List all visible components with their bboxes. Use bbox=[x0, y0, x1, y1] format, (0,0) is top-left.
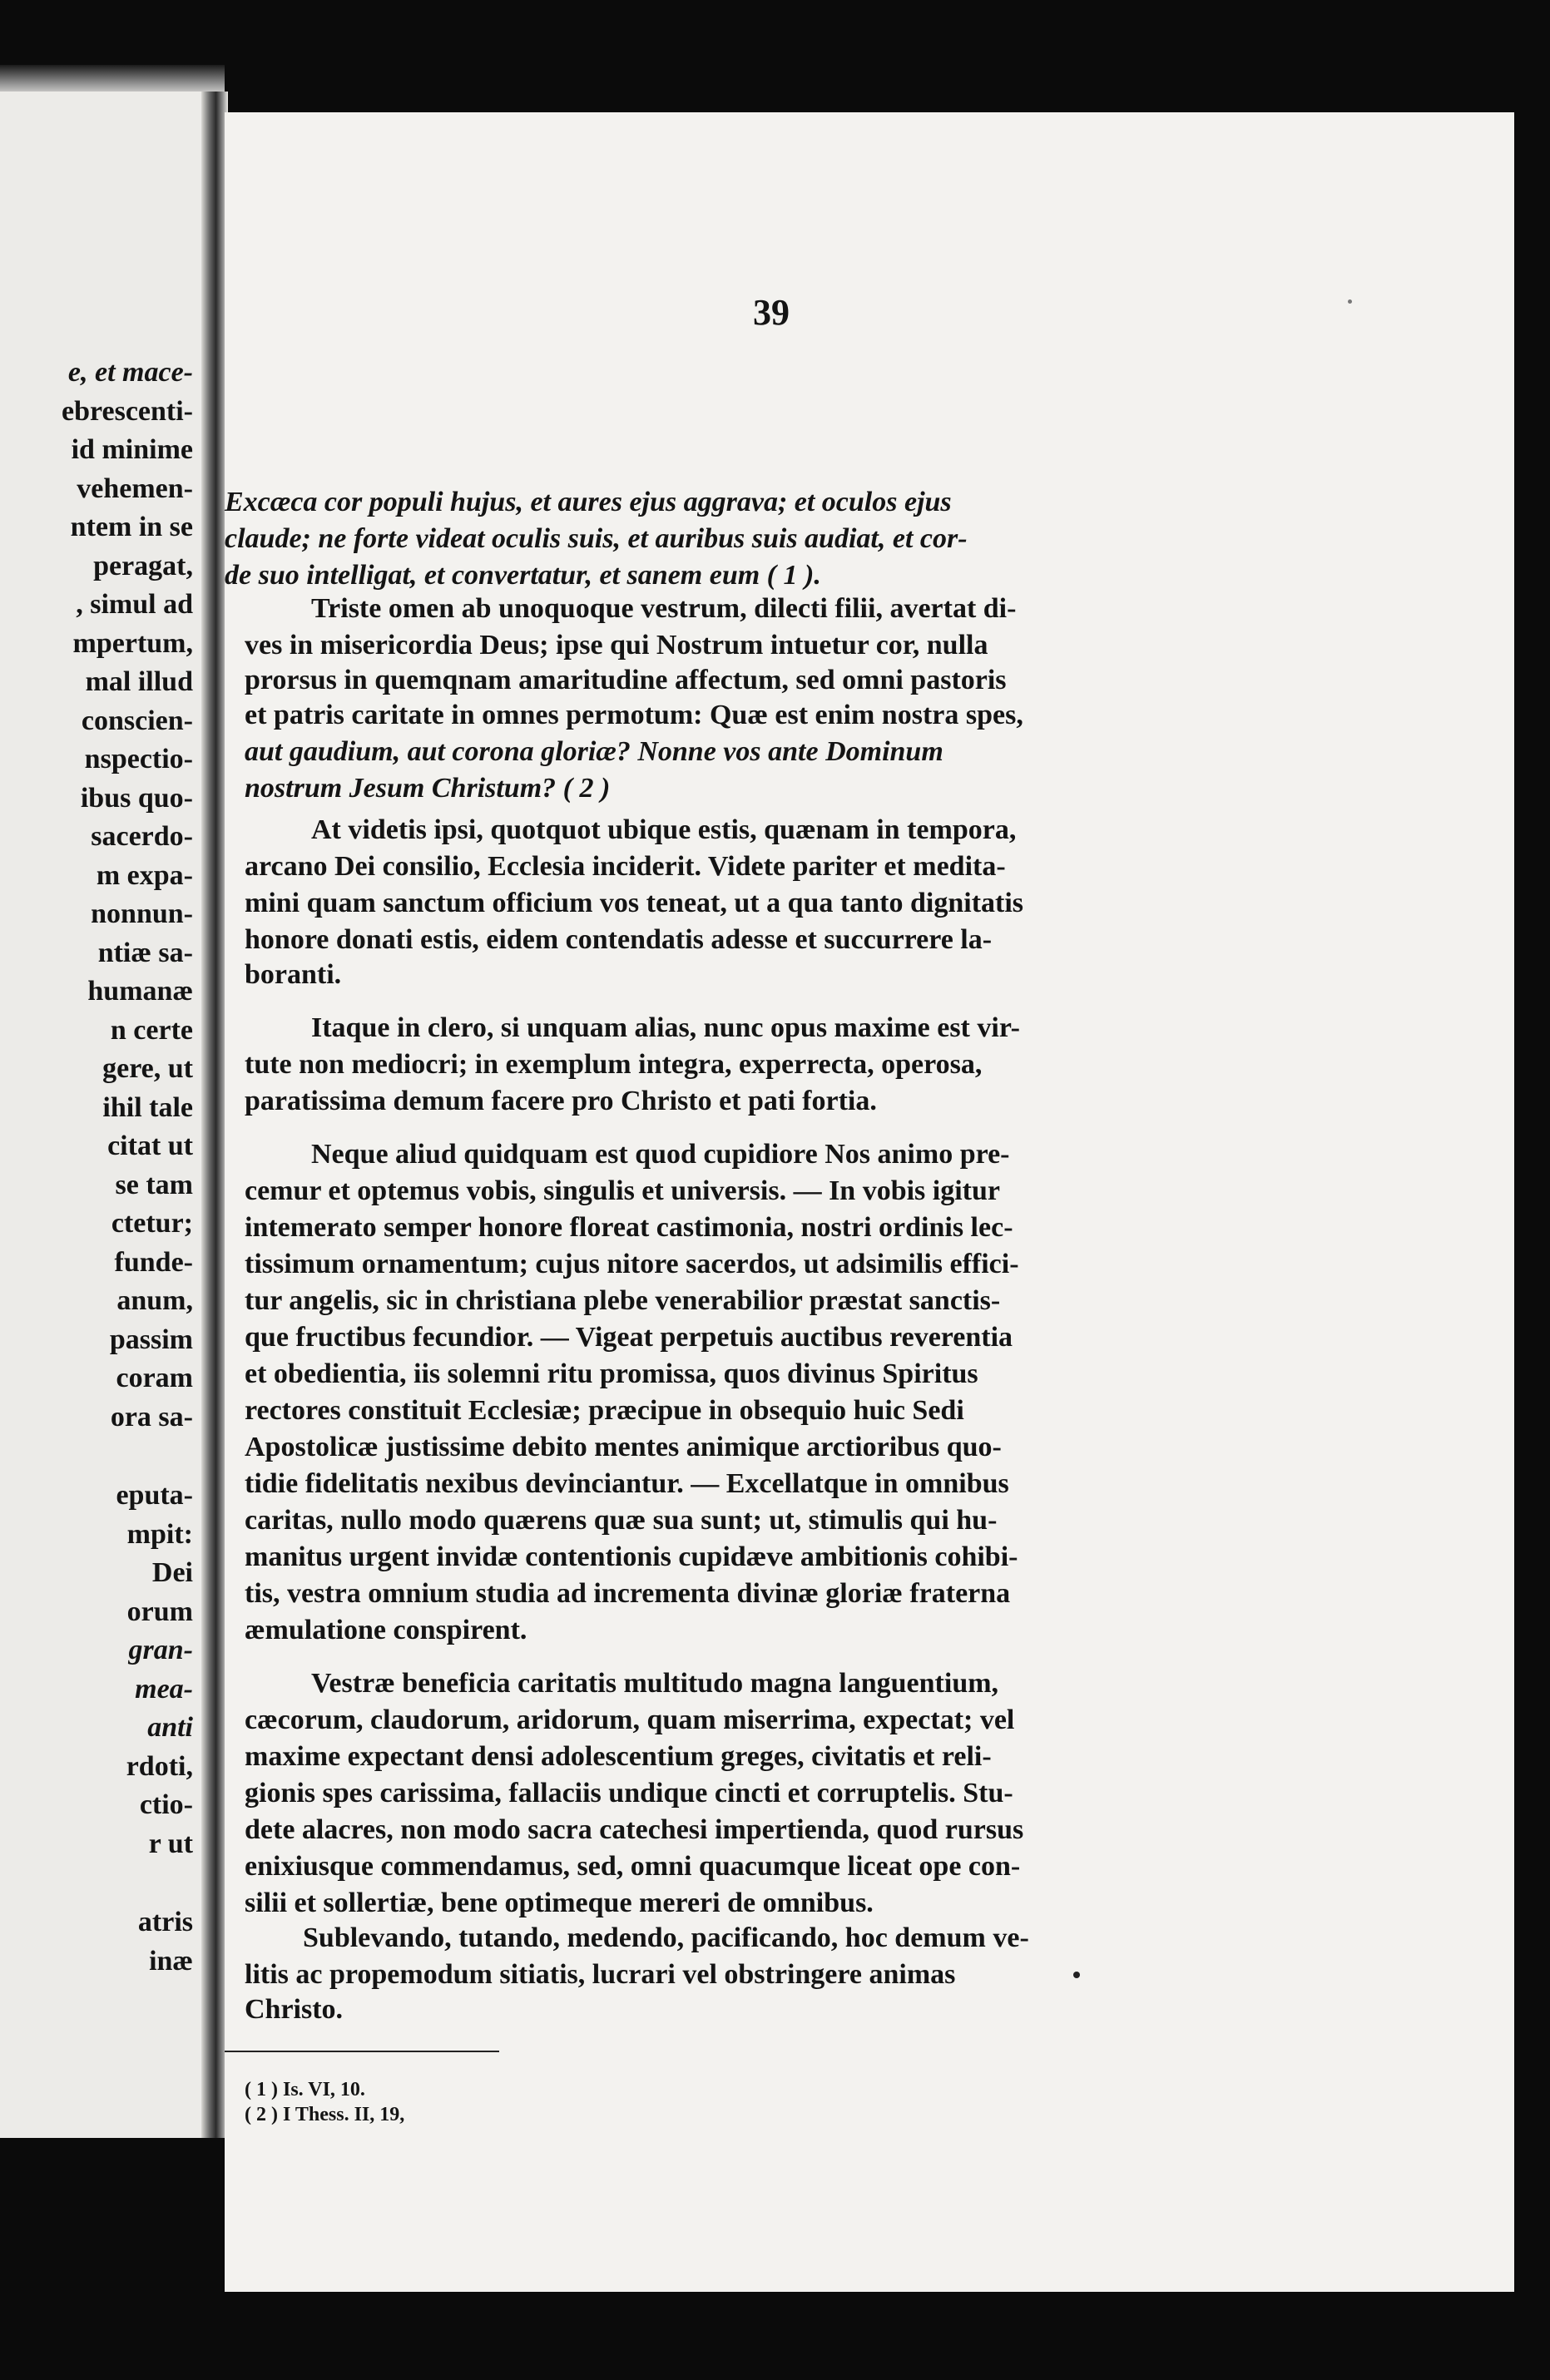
text-line: boranti. bbox=[245, 959, 342, 990]
text-line: Sublevando, tutando, medendo, pacificando, hoc demum ve- bbox=[303, 1922, 1029, 1953]
left-line: coram bbox=[116, 1363, 193, 1393]
text-line: gionis spes carissima, fallaciis undique cincti et corruptelis. Stu- bbox=[245, 1778, 1013, 1809]
text-line: silii et sollertiæ, bene optimeque mereri de omnibus. bbox=[245, 1888, 874, 1918]
left-line: nonnun- bbox=[91, 898, 193, 929]
left-page-fragment bbox=[0, 92, 208, 2138]
left-line: ntem in se bbox=[70, 512, 193, 542]
text-line: tidie fidelitatis nexibus devinciantur. — Excellatque in omnibus bbox=[245, 1468, 1009, 1499]
left-line: ora sa- bbox=[110, 1401, 193, 1432]
text-line: tissimum ornamentum; cujus nitore sacerdos, ut adsimilis effici- bbox=[245, 1249, 1019, 1279]
text-line: æmulatione conspirent. bbox=[245, 1615, 527, 1645]
text-line: enixiusque commendamus, sed, omni quacumque liceat ope con- bbox=[245, 1851, 1021, 1882]
left-line: , simul ad bbox=[76, 589, 193, 620]
left-line: r ut bbox=[148, 1828, 193, 1859]
left-line: humanæ bbox=[87, 976, 193, 1007]
left-line: mpertum, bbox=[72, 627, 193, 659]
left-line: id minime bbox=[71, 434, 193, 465]
footnotes bbox=[225, 2077, 404, 2127]
text-line: prorsus in quemqnam amaritudine affectum, sed omni pastoris bbox=[245, 665, 1007, 695]
text-line: mini quam sanctum officium vos teneat, ut a qua tanto dignitatis bbox=[245, 888, 1024, 918]
footnote: ( 2 ) I Thess. II, 19, bbox=[245, 2104, 405, 2125]
text-line: rectores constituit Ecclesiæ; præcipue in obsequio huic Sedi bbox=[245, 1395, 964, 1426]
text-line: Christo. bbox=[245, 1994, 344, 2025]
text-line: dete alacres, non modo sacra catechesi impertienda, quod rursus bbox=[245, 1814, 1024, 1845]
text-line: ves in misericordia Deus; ipse qui Nostrum intuetur cor, nulla bbox=[245, 630, 988, 661]
left-line: atris bbox=[137, 1907, 193, 1937]
text-line: et obedientia, iis solemni ritu promissa, quos divinus Spiritus bbox=[245, 1358, 978, 1389]
left-line: orum bbox=[126, 1596, 193, 1627]
speck-mark bbox=[1348, 299, 1352, 304]
left-line: se tam bbox=[115, 1169, 193, 1200]
left-line: ctio- bbox=[139, 1789, 193, 1820]
left-line: mpit: bbox=[126, 1518, 193, 1550]
text-line: claude; ne forte videat oculis suis, et auribus suis audiat, et cor- bbox=[225, 523, 968, 554]
left-line: anti bbox=[147, 1712, 193, 1743]
book-page bbox=[225, 112, 1514, 2292]
text-line: Itaque in clero, si unquam alias, nunc opus maxime est vir- bbox=[311, 1012, 1020, 1043]
text-line: paratissima demum facere pro Christo et pati fortia. bbox=[245, 1086, 877, 1116]
left-line: mal illud bbox=[85, 666, 193, 697]
text-line: cæcorum, claudorum, aridorum, quam miserrima, expectat; vel bbox=[245, 1705, 1015, 1735]
text-line: Apostolicæ justissime debito mentes animique arctioribus quo- bbox=[245, 1432, 1002, 1462]
left-line: ctetur; bbox=[111, 1208, 193, 1239]
text-line: tute non mediocri; in exemplum integra, experrecta, operosa, bbox=[245, 1049, 983, 1080]
left-line: rdoti, bbox=[126, 1750, 193, 1782]
left-line: ihil tale bbox=[102, 1091, 193, 1123]
text-line: manitus urgent invidæ contentionis cupidæve ambitionis cohibi- bbox=[245, 1541, 1018, 1572]
text-line: de suo intelligat, et convertatur, et sanem eum ( 1 ). bbox=[225, 560, 821, 591]
text-line: tis, vestra omnium studia ad incrementa divinæ gloriæ fraterna bbox=[245, 1578, 1011, 1609]
text-line: aut gaudium, aut corona gloriæ? Nonne vos ante Dominum bbox=[245, 736, 943, 767]
text-line: que fructibus fecundior. — Vigeat perpetuis auctibus reverentia bbox=[245, 1322, 1013, 1353]
left-page-lines bbox=[62, 354, 193, 1981]
text-line: et patris caritate in omnes permotum: Quæ est enim nostra spes, bbox=[245, 700, 1023, 730]
left-line: m expa- bbox=[96, 859, 193, 891]
footnote: ( 1 ) Is. VI, 10. bbox=[245, 2079, 365, 2100]
left-line: ibus quo- bbox=[80, 782, 193, 814]
left-line: fundе- bbox=[114, 1246, 193, 1278]
left-line: vehemen- bbox=[77, 473, 193, 504]
left-line: citat ut bbox=[107, 1131, 193, 1161]
left-line: sacerdo- bbox=[91, 821, 193, 852]
text-line: intemerato semper honore floreat castimonia, nostri ordinis lec- bbox=[245, 1212, 1013, 1243]
left-line: anum, bbox=[116, 1285, 193, 1316]
left-line: gran- bbox=[128, 1635, 193, 1665]
page-number: 39 bbox=[753, 292, 790, 333]
text-line: Excæca cor populi hujus, et aures ejus aggrava; et oculos ejus bbox=[225, 487, 952, 517]
left-line: Dei bbox=[151, 1557, 193, 1588]
text-line: cemur et optemus vobis, singulis et universis. — In vobis igitur bbox=[245, 1175, 1001, 1206]
text-line: Triste omen ab unoquoque vestrum, dilecti filii, avertat di- bbox=[311, 593, 1017, 624]
left-line: ntiæ sa- bbox=[97, 937, 193, 968]
left-line: n certe bbox=[110, 1014, 193, 1046]
left-line: mea- bbox=[135, 1673, 193, 1705]
speck-mark bbox=[1073, 1972, 1080, 1978]
left-line: conscien- bbox=[81, 705, 193, 736]
left-line: nspectio- bbox=[84, 744, 193, 774]
text-line: nostrum Jesum Christum? ( 2 ) bbox=[245, 773, 611, 804]
left-line: e, et mace- bbox=[67, 357, 193, 388]
text-line: honore donati estis, eidem contendatis adesse et succurrere la- bbox=[245, 924, 993, 955]
left-line: ebrescenti- bbox=[62, 395, 193, 427]
text-line: Neque aliud quidquam est quod cupidiore Nos animo pre- bbox=[311, 1139, 1010, 1170]
left-line: eputa- bbox=[116, 1480, 193, 1511]
text-line: At videtis ipsi, quotquot ubique estis, quænam in tempora, bbox=[311, 814, 1017, 845]
text-line: arcano Dei consilio, Ecclesia inciderit. Videte pariter et medita- bbox=[245, 851, 1006, 882]
text-line: maxime expectant densi adolescentium greges, civitatis et reli- bbox=[245, 1741, 992, 1772]
text-line: caritas, nullo modo quærens quæ sua sunt; ut, stimulis qui hu- bbox=[245, 1505, 998, 1536]
text-line: litis ac propemodum sitiatis, lucrari vel obstringere animas bbox=[245, 1959, 956, 1990]
left-line: gere, ut bbox=[102, 1053, 193, 1084]
text-line: Vestræ beneficia caritatis multitudo magna languentium, bbox=[311, 1668, 999, 1699]
left-line: passim bbox=[109, 1324, 193, 1355]
left-line: peragat, bbox=[93, 550, 193, 581]
left-line: inæ bbox=[149, 1945, 193, 1977]
footnote-rule bbox=[225, 2051, 499, 2052]
text-line: tur angelis, sic in christiana plebe venerabilior præstat sanctis- bbox=[245, 1285, 1001, 1316]
